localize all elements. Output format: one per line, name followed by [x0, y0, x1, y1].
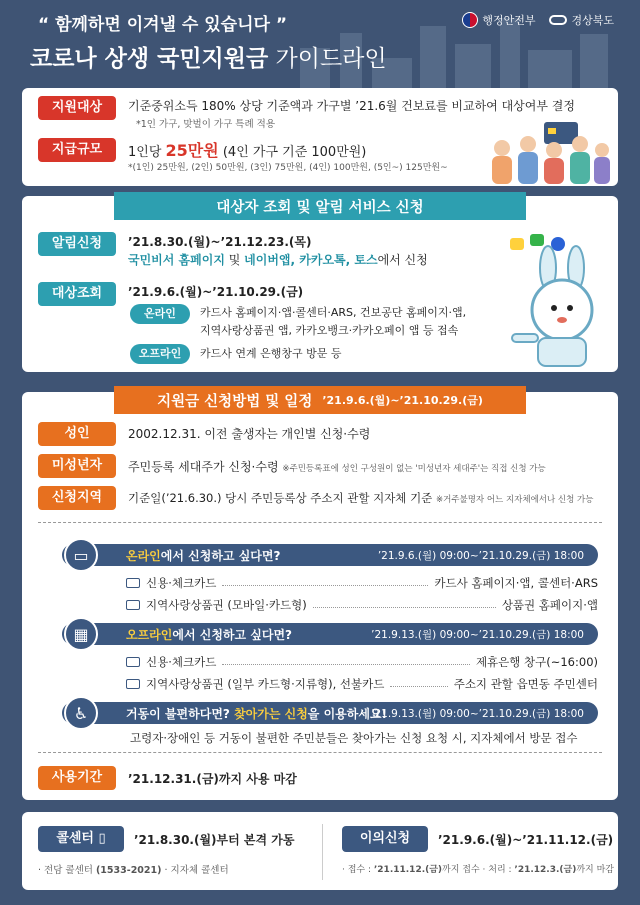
lookup-banner: 대상자 조회 및 알림 서비스 신청	[114, 192, 526, 220]
city-silhouette	[455, 44, 491, 88]
eligibility-text: 기준중위소득 180% 상당 기준액과 가구별 ’21.6월 건보료를 비교하여 대상여부 결정	[128, 99, 575, 113]
online-pill: 온라인	[130, 304, 190, 324]
minor-tag: 미성년자	[38, 454, 116, 478]
divider	[322, 824, 323, 880]
online-row-card: 신용·체크카드 카드사 홈페이지·앱, 콜센터·ARS	[126, 575, 598, 591]
amount-tag: 지급규모	[38, 138, 116, 162]
offline-row-voucher: 지역사랑상품권 (일부 카드형·지류형), 선불카드 주소지 관할 읍면동 주민센터	[126, 676, 598, 692]
callcenter-note: · 전담 콜센터 (1533-2021) · 지자체 콜센터	[38, 865, 229, 876]
notify-date: ’21.8.30.(월)~’21.12.23.(목)	[128, 235, 312, 249]
logos	[462, 12, 614, 28]
header-subtitle: “ 함께하면 이겨낼 수 있습니다 ”	[38, 15, 288, 35]
online-bar: 온라인에서 신청하고 싶다면? ’21.9.6.(월) 09:00~’21.10.29.(금) 18:00	[62, 544, 598, 566]
offline-pill: 오프라인	[130, 344, 190, 364]
gyeongbuk-icon	[549, 15, 567, 25]
method-banner: 지원금 신청방법 및 일정 ’21.9.6.(월)~’21.10.29.(금)	[114, 386, 526, 414]
divider	[38, 522, 602, 523]
region-text: 기준일(’21.6.30.) 당시 주민등록상 주소지 관할 지자체 기준 ※거주불명자 어느 지자체에서나 신청 가능	[128, 491, 594, 505]
period-text: ’21.12.31.(금)까지 사용 마감	[128, 772, 297, 786]
taegeuk-icon	[462, 12, 478, 28]
wheelchair-icon: ♿	[64, 696, 98, 730]
online-channels-1: 카드사 홈페이지·앱·콜센터·ARS, 건보공단 홈페이지·앱,	[200, 306, 467, 319]
eligibility-card	[22, 88, 618, 186]
phone-icon: ▯	[98, 831, 106, 846]
naver-icon	[530, 234, 544, 246]
voucher-icon	[126, 600, 140, 610]
header	[0, 0, 640, 88]
method-card	[22, 392, 618, 800]
notify-tag: 알림신청	[38, 232, 116, 256]
eligibility-note: *1인 가구, 맞벌이 가구 특례 적용	[136, 119, 276, 130]
lookup-card	[22, 196, 618, 372]
footer-card	[22, 812, 618, 890]
check-tag: 대상조회	[38, 282, 116, 306]
appeal-tag: 이의신청	[342, 826, 428, 852]
eligibility-tag: 지원대상	[38, 96, 116, 120]
page-title: 코로나 상생 국민지원금 가이드라인	[30, 46, 387, 72]
offline-bar: 오프라인에서 신청하고 싶다면? ’21.9.13.(월) 09:00~’21.10.29.(금) 18:00	[62, 623, 598, 645]
mois-logo: 행정안전부	[462, 12, 535, 28]
region-tag: 신청지역	[38, 486, 116, 510]
city-silhouette	[420, 26, 446, 88]
city-silhouette	[580, 34, 608, 88]
visit-text: 고령자·장애인 등 거동이 불편한 주민분들은 찾아가는 신청 요청 시, 지자체에서 방문 접수	[130, 731, 578, 745]
minor-text: 주민등록 세대주가 신청·수령 ※주민등록표에 성인 구성원이 없는 '미성년자 세대주'는 직접 신청 가능	[128, 460, 546, 474]
amount-text: 1인당 25만원 (4인 가구 기준 100만원)	[128, 141, 367, 160]
mascot-illustration	[508, 234, 612, 368]
adult-text: 2002.12.31. 이전 출생자는 개인별 신청·수령	[128, 427, 371, 441]
appeal-note: · 접수 : ’21.11.12.(금)까지 접수 · 처리 : ’21.12.3.(금)까지 마감	[342, 865, 614, 875]
gyeongbuk-logo: 경상북도	[549, 12, 614, 28]
card-icon	[126, 578, 140, 588]
computer-icon: ▭	[64, 538, 98, 572]
city-silhouette	[500, 18, 520, 88]
building-icon: ▦	[64, 617, 98, 651]
callcenter-tag: 콜센터 ▯	[38, 826, 124, 852]
city-silhouette	[528, 50, 572, 88]
online-channels-2: 지역사랑상품권 앱, 카카오뱅크·카카오페이 앱 등 접속	[200, 324, 459, 337]
callcenter-text: ’21.8.30.(월)부터 본격 가동	[134, 833, 295, 847]
chat-icon	[510, 238, 524, 250]
card-icon	[126, 657, 140, 667]
offline-row-card: 신용·체크카드 제휴은행 창구(~16:00)	[126, 654, 598, 670]
amount-note: *(1인) 25만원, (2인) 50만원, (3인) 75만원, (4인) 100만원, (5인~) 125만원~	[128, 163, 448, 173]
divider	[38, 752, 602, 753]
offline-channels: 카드사 연계 은행창구 방문 등	[200, 347, 342, 360]
notify-channels: 국민비서 홈페이지 및 네이버앱, 카카오톡, 토스에서 신청	[128, 253, 428, 267]
voucher-icon	[126, 679, 140, 689]
adult-tag: 성인	[38, 422, 116, 446]
people-illustration	[488, 120, 612, 184]
appeal-text: ’21.9.6.(월)~’21.11.12.(금)	[438, 833, 614, 847]
visit-bar: 거동이 불편하다면? 찾아가는 신청을 이용하세요! ’21.9.13.(월) 09:00~’21.10.29.(금) 18:00	[62, 702, 598, 724]
online-row-voucher: 지역사랑상품권 (모바일·카드형) 상품권 홈페이지·앱	[126, 597, 598, 613]
period-tag: 사용기간	[38, 766, 116, 790]
check-date: ’21.9.6.(월)~’21.10.29.(금)	[128, 285, 304, 299]
